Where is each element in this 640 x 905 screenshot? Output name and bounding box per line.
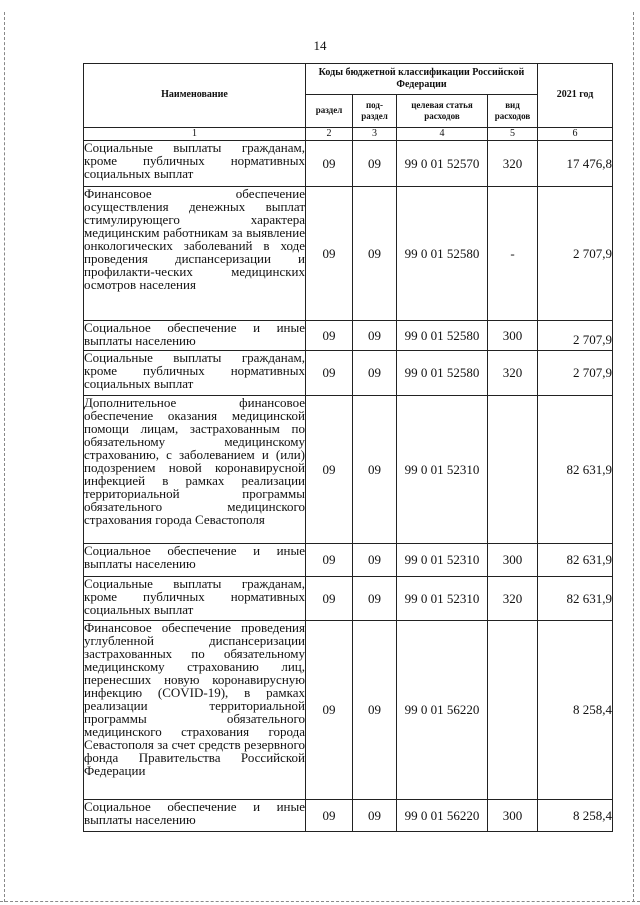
table-row (84, 351, 613, 396)
row-target: 99 0 01 52580 (397, 351, 488, 396)
header-name: Наименование (84, 64, 306, 128)
scan-border-bottom (0, 901, 640, 902)
row-amount: 17 476,8 (538, 141, 613, 187)
row-podrazdel: 09 (353, 351, 397, 396)
row-amount: 8 258,4 (538, 800, 613, 832)
row-vid (488, 396, 538, 544)
row-name: Социальное обеспечение и иные выплаты населению (84, 544, 306, 577)
row-razdel: 09 (306, 187, 353, 321)
row-podrazdel: 09 (353, 321, 397, 351)
row-target: 99 0 01 52310 (397, 396, 488, 544)
row-amount: 82 631,9 (538, 544, 613, 577)
column-number: 4 (397, 128, 488, 141)
row-podrazdel: 09 (353, 396, 397, 544)
row-razdel: 09 (306, 351, 353, 396)
row-target: 99 0 01 52310 (397, 544, 488, 577)
row-amount: 82 631,9 (538, 577, 613, 621)
row-vid: 320 (488, 351, 538, 396)
row-podrazdel: 09 (353, 621, 397, 800)
row-podrazdel: 09 (353, 141, 397, 187)
row-vid: 300 (488, 321, 538, 351)
row-name: Социальное обеспечение и иные выплаты населению (84, 800, 306, 832)
header-year: 2021 год (538, 64, 613, 128)
header-codes: Коды бюджетной классификации Российской Федерации (306, 64, 538, 95)
row-razdel: 09 (306, 141, 353, 187)
row-name: Дополнительное финансовое обеспечение оказания медицинской помощи лицам, застрахованным по обязательному медицинскому страхованию, с заболеванием и (или) подозрением новой коронавирусной инфекцией в рамках реализации территориальной программы обязательного медицинского страхования города Севастополя (84, 396, 306, 544)
table-row (84, 800, 613, 832)
row-name: Финансовое обеспечение осуществления денежных выплат стимулирующего характера медицинским работникам за выявление онкологических заболеваний в ходе проведения диспансеризации и профилакти-ческих медицинских осмотров населения (84, 187, 306, 321)
row-amount: 8 258,4 (538, 621, 613, 800)
table-row (84, 544, 613, 577)
header-expense-type: вид расходов (488, 95, 538, 128)
budget-table (83, 63, 613, 832)
row-podrazdel: 09 (353, 800, 397, 832)
scan-border-left (4, 12, 5, 902)
row-amount: 2 707,9 (538, 321, 613, 351)
row-razdel: 09 (306, 621, 353, 800)
column-number: 1 (84, 128, 306, 141)
table-row (84, 621, 613, 800)
row-name: Социальные выплаты гражданам, кроме публичных нормативных социальных выплат (84, 141, 306, 187)
row-name: Социальные выплаты гражданам, кроме публичных нормативных социальных выплат (84, 577, 306, 621)
column-number: 6 (538, 128, 613, 141)
row-vid: - (488, 187, 538, 321)
row-podrazdel: 09 (353, 577, 397, 621)
row-target: 99 0 01 52580 (397, 187, 488, 321)
row-name: Социальное обеспечение и иные выплаты населению (84, 321, 306, 351)
row-razdel: 09 (306, 544, 353, 577)
row-target: 99 0 01 56220 (397, 621, 488, 800)
table-row (84, 187, 613, 321)
row-razdel: 09 (306, 321, 353, 351)
row-name: Финансовое обеспечение проведения углубленной диспансеризации застрахованных по обязательному медицинскому страхованию лиц, перенесших новую коронавирусную инфекцию (COVID-19), в рамках реализации территориальной программы обязательного медицинского страхования города Севастополя за счет средств резервного фонда Правительства Российской Федерации (84, 621, 306, 800)
row-amount: 82 631,9 (538, 396, 613, 544)
row-vid: 320 (488, 577, 538, 621)
table-row (84, 577, 613, 621)
row-vid: 300 (488, 800, 538, 832)
row-name: Социальные выплаты гражданам, кроме публичных нормативных социальных выплат (84, 351, 306, 396)
column-number: 3 (353, 128, 397, 141)
row-target: 99 0 01 52570 (397, 141, 488, 187)
row-target: 99 0 01 56220 (397, 800, 488, 832)
row-amount: 2 707,9 (538, 187, 613, 321)
scan-border-right (633, 12, 634, 902)
column-number: 5 (488, 128, 538, 141)
table-row (84, 141, 613, 187)
row-target: 99 0 01 52310 (397, 577, 488, 621)
row-podrazdel: 09 (353, 544, 397, 577)
header-section: раздел (306, 95, 353, 128)
row-target: 99 0 01 52580 (397, 321, 488, 351)
row-vid: 320 (488, 141, 538, 187)
header-target-article: целевая статья расходов (397, 95, 488, 128)
header-subsection: под-раздел (353, 95, 397, 128)
row-razdel: 09 (306, 800, 353, 832)
row-razdel: 09 (306, 577, 353, 621)
row-amount: 2 707,9 (538, 351, 613, 396)
column-numbers-row (84, 128, 613, 141)
row-vid (488, 621, 538, 800)
row-razdel: 09 (306, 396, 353, 544)
row-podrazdel: 09 (353, 187, 397, 321)
table-row (84, 321, 613, 351)
page-number: 14 (313, 38, 327, 53)
row-vid: 300 (488, 544, 538, 577)
column-number: 2 (306, 128, 353, 141)
table-row (84, 396, 613, 544)
